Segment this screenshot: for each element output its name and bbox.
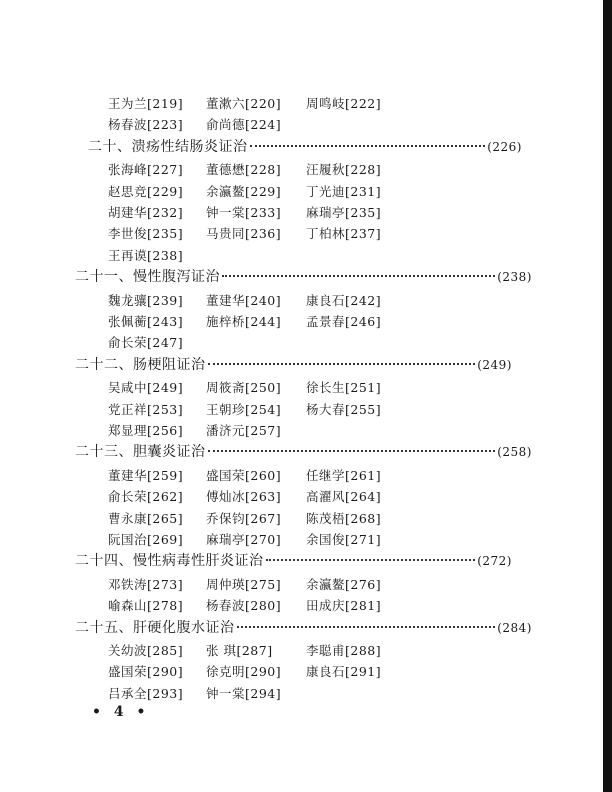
toc-entry: 马贵同[236] [206,226,282,242]
section-heading [75,354,512,374]
toc-entry: 俞尚德[224] [206,117,282,133]
toc-entry: 盛国荣[290] [108,664,184,680]
toc-entry: 杨大春[255] [306,401,382,417]
section-page: (284) [497,620,532,635]
toc-entry: 徐长生[251] [306,380,382,396]
section-page: (272) [477,554,512,569]
toc-entry: 吴咸中[249] [108,380,184,396]
toc-entry: 董建华[259] [108,467,184,483]
toc-entry: 陈茂梧[268] [306,510,382,526]
toc-entry: 周筱斋[250] [206,380,282,396]
toc-entry: 丁柏林[237] [306,226,382,242]
section-title: 二十二、肠梗阻证治 [75,356,206,373]
toc-entry: 阮国治[269] [108,532,184,547]
toc-entry: 董德懋[228] [206,162,282,178]
toc-entry: 魏龙骧[239] [108,292,184,308]
dot-leader [266,558,476,561]
toc-entry: 俞长荣[247] [108,335,184,351]
section-heading [88,136,522,156]
section-title: 二十五、肝硬化腹水证治 [75,619,235,636]
dot-leader [208,362,476,365]
section-title: 二十三、胆囊炎证治 [75,444,206,461]
toc-entry: 王为兰[219] [108,96,184,111]
dot-leader [237,625,496,628]
toc-entry: 施梓桥[244] [206,314,282,329]
section-title: 二十一、慢性腹泻证治 [75,269,220,286]
toc-entry: 孟景春[246] [306,314,382,329]
toc-entry: 喻森山[278] [108,598,184,614]
toc-entry: 钟一棠[233] [206,205,282,220]
dot-leader [222,274,495,277]
toc-entry: 田成庆[281] [306,598,382,614]
toc-entry: 张 琪[287] [206,643,273,658]
section-page: (238) [497,270,532,285]
section-page: (226) [487,139,522,154]
toc-entry: 杨春波[280] [206,598,282,614]
toc-entry: 关幼波[285] [108,643,184,658]
section-title: 二十四、慢性病毒性肝炎证治 [75,553,264,570]
toc-entry: 康良石[242] [306,292,382,308]
toc-entry: 麻瑞亭[270] [206,532,282,547]
toc-entry: 康良石[291] [306,664,382,680]
toc-entry: 曹永康[265] [108,510,184,526]
toc-entry: 王再谟[238] [108,247,184,263]
toc-entry: 傅灿冰[263] [206,489,282,505]
toc-entry: 高濯风[264] [306,489,382,505]
toc-entry: 潘济元[257] [206,423,282,438]
section-heading [75,441,532,461]
section-page: (258) [497,445,532,460]
toc-entry: 徐克明[290] [206,664,282,680]
toc-entry: 吕承全[293] [108,685,184,701]
toc-entry: 丁光迪[231] [306,183,382,199]
toc-entry: 党正祥[253] [108,401,184,417]
section-heading [75,617,532,637]
dot-leader [250,144,486,147]
section-heading [75,266,532,286]
section-title: 二十、溃疡性结肠炎证治 [88,138,248,155]
toc-entry: 李聪甫[288] [306,643,382,658]
toc-entry: 余国俊[271] [306,532,382,547]
toc-entry: 赵思竞[229] [108,183,184,199]
toc-entry: 邓铁涛[273] [108,576,184,592]
toc-entry: 李世俊[235] [108,226,184,242]
toc-entry: 胡建华[232] [108,205,184,220]
toc-entry: 王朝珍[254] [206,401,282,417]
toc-entry: 董建华[240] [206,292,282,308]
toc-entry: 余瀛鳌[276] [306,576,382,592]
toc-entry: 俞长荣[262] [108,489,184,505]
toc-entry: 汪履秋[228] [306,162,382,178]
section-page: (249) [477,357,512,372]
toc-entry: 麻瑞亭[235] [306,205,382,220]
toc-entry: 钟一棠[294] [206,685,282,701]
toc-entry: 董漱六[220] [206,96,282,111]
toc-entry: 张海峰[227] [108,162,184,178]
section-heading [75,550,512,570]
page-number: • 4 • [92,704,150,720]
toc-entry: 郑显理[256] [108,423,184,438]
toc-entry: 杨春波[223] [108,117,184,133]
toc-entry: 盛国荣[260] [206,467,282,483]
toc-entry: 乔保钧[267] [206,510,282,526]
toc-entry: 任继学[261] [306,467,382,483]
dot-leader [208,449,496,452]
toc-entry: 周仲瑛[275] [206,576,282,592]
toc-entry: 周鸣岐[222] [306,96,382,111]
toc-entry: 张佩蘅[243] [108,314,184,329]
toc-entry: 余瀛鳌[229] [206,183,282,199]
